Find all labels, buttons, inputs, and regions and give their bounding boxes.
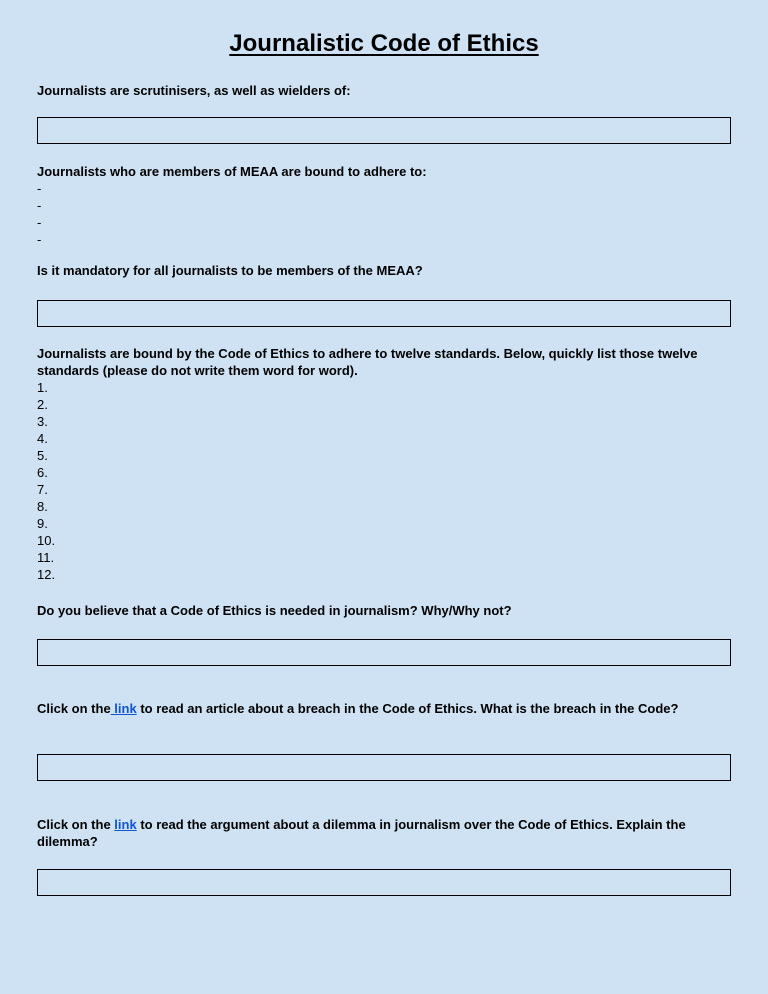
list-item: -	[37, 232, 42, 247]
article-link[interactable]: link	[110, 701, 137, 716]
list-item: 9.	[37, 516, 48, 531]
list-item: 10.	[37, 533, 56, 548]
answer-box-5[interactable]	[37, 869, 731, 896]
list-item: -	[37, 181, 42, 196]
answer-box-3[interactable]	[37, 639, 731, 666]
answer-box-4[interactable]	[37, 754, 731, 781]
list-item: 12.	[37, 567, 56, 582]
list-item: 8.	[37, 499, 48, 514]
list-item: 2.	[37, 397, 48, 412]
question-7-text-start: Click on the	[37, 817, 115, 832]
list-item: 7.	[37, 482, 48, 497]
question-7-text-end: to read the argument about a dilemma in journalism over the Code of Ethics. Explain the dilemma?	[37, 817, 686, 849]
question-6-text-start: Click on the	[37, 701, 111, 716]
list-item: -	[37, 198, 42, 213]
answer-box-1[interactable]	[37, 117, 731, 144]
question-3: Is it mandatory for all journalists to be members of the MEAA?	[37, 263, 423, 278]
question-2-list	[37, 180, 41, 248]
list-item: 3.	[37, 414, 48, 429]
question-6-text-end: to read an article about a breach in the Code of Ethics. What is the breach in the Code?	[136, 701, 679, 716]
question-7	[37, 816, 727, 850]
question-4: Journalists are bound by the Code of Ethics to adhere to twelve standards. Below, quickly list those twelve standards (please do not write them word for word).	[37, 346, 698, 378]
list-item: 1.	[37, 380, 48, 395]
question-1: Journalists are scrutinisers, as well as wielders of:	[37, 83, 351, 98]
list-item: 4.	[37, 431, 48, 446]
list-item: -	[37, 215, 42, 230]
list-item: 6.	[37, 465, 48, 480]
list-item: 5.	[37, 448, 48, 463]
answer-box-2[interactable]	[37, 300, 731, 327]
question-6	[37, 700, 727, 717]
question-4-list	[37, 379, 55, 583]
question-5: Do you believe that a Code of Ethics is needed in journalism? Why/Why not?	[37, 603, 512, 618]
page-title: Journalistic Code of Ethics	[229, 30, 539, 57]
question-2: Journalists who are members of MEAA are bound to adhere to:	[37, 164, 427, 179]
list-item: 11.	[37, 550, 55, 565]
argument-link[interactable]: link	[114, 817, 137, 832]
